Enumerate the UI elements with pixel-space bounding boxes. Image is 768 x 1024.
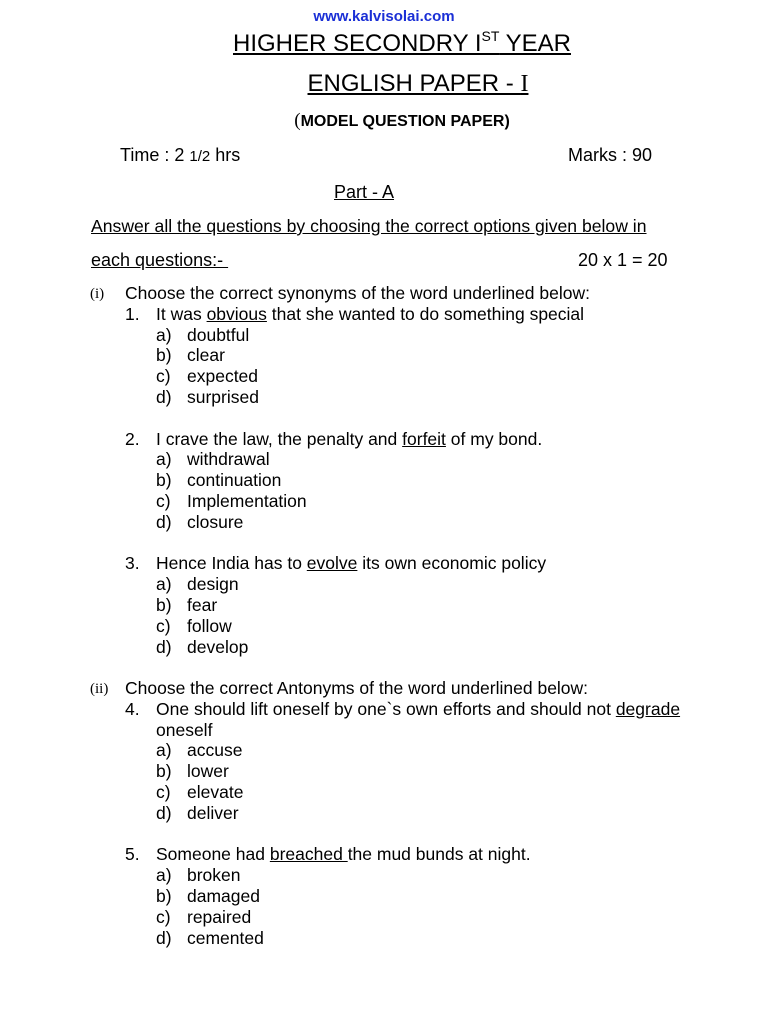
- question-text-part: that she wanted to do something special: [266, 303, 585, 324]
- paper-title: [0, 70, 768, 98]
- option-letter: c): [156, 491, 171, 511]
- time-label: Time : 2: [120, 145, 190, 165]
- option-text: damaged: [187, 886, 260, 906]
- website-url[interactable]: www.kalvisolai.com: [313, 8, 455, 25]
- option-text: accuse: [187, 740, 243, 761]
- title-end: YEAR: [499, 30, 571, 57]
- underlined-word: degrade: [615, 698, 681, 719]
- option-letter: b): [156, 886, 172, 906]
- option-text: design: [187, 574, 239, 595]
- option-text: lower: [187, 761, 229, 782]
- question-number: 5.: [125, 844, 140, 865]
- option-letter: d): [156, 387, 172, 407]
- question-text-part: Hence India has to: [156, 553, 307, 574]
- option-letter: a): [156, 324, 172, 345]
- option-letter: a): [156, 574, 172, 595]
- question-text: [156, 304, 584, 325]
- question-text-part: Someone had: [156, 844, 270, 865]
- option-text: surprised: [187, 387, 259, 407]
- marks: Marks : 90: [568, 145, 653, 165]
- part-label: Part - A: [334, 182, 395, 202]
- underlined-word: obvious: [206, 303, 267, 324]
- section-heading: Choose the correct synonyms of the word underlined below:: [125, 283, 590, 303]
- option-letter: c): [156, 782, 171, 802]
- section-heading: Choose the correct Antonyms of the word underlined below:: [125, 678, 589, 698]
- section-number: (i): [90, 286, 105, 302]
- question-text: [156, 553, 546, 574]
- paper-roman: I: [520, 71, 529, 97]
- question-text: [156, 844, 531, 865]
- option-letter: b): [156, 595, 172, 615]
- option-text: continuation: [187, 470, 282, 491]
- option-text: withdrawal: [187, 449, 270, 470]
- question-number: 3.: [125, 553, 140, 574]
- option-text: clear: [187, 345, 225, 366]
- option-letter: c): [156, 366, 171, 387]
- option-letter: d): [156, 636, 172, 657]
- option-letter: b): [156, 761, 172, 782]
- option-text: elevate: [187, 782, 244, 802]
- option-letter: a): [156, 449, 172, 470]
- instruction-line-1: Answer all the questions by choosing the correct options given below in: [91, 216, 647, 236]
- time-allowed: [120, 145, 240, 166]
- title-main: HIGHER SECONDRY I: [233, 30, 482, 57]
- paper-prefix: ENGLISH PAPER -: [307, 70, 521, 97]
- time-unit: hrs: [210, 145, 241, 165]
- option-letter: a): [156, 740, 172, 761]
- question-text-part: of my bond.: [445, 428, 543, 449]
- question-text: [156, 429, 542, 450]
- question-text-part: It was: [156, 303, 207, 324]
- document-title: [0, 28, 768, 58]
- question-number: 4.: [125, 698, 140, 719]
- underlined-word: evolve: [306, 553, 358, 574]
- question-text: [156, 699, 680, 720]
- title-superscript: ST: [481, 28, 500, 44]
- score-formula: 20 x 1 = 20: [578, 250, 668, 270]
- option-letter: d): [156, 511, 172, 532]
- time-fraction: 1/2: [189, 148, 211, 165]
- option-text: doubtful: [187, 324, 250, 345]
- model-text: MODEL QUESTION PAPER): [300, 113, 510, 130]
- option-text: expected: [187, 366, 259, 387]
- question-text-part: One should lift oneself by one`s own efforts and should not: [156, 698, 616, 719]
- question-text-part: I crave the law, the penalty and: [156, 428, 403, 449]
- underlined-word: breached: [269, 844, 348, 865]
- option-letter: c): [156, 906, 171, 927]
- model-label: [0, 110, 768, 132]
- option-text: broken: [187, 865, 241, 886]
- option-text: follow: [187, 615, 232, 636]
- option-letter: d): [156, 802, 172, 823]
- option-text: repaired: [187, 906, 252, 927]
- option-letter: c): [156, 615, 171, 636]
- option-text: develop: [187, 636, 249, 657]
- question-text-part: the mud bunds at night.: [347, 844, 531, 865]
- option-letter: d): [156, 927, 172, 948]
- option-letter: b): [156, 345, 172, 366]
- option-letter: a): [156, 865, 172, 886]
- model-paren: (: [294, 110, 301, 131]
- option-letter: b): [156, 470, 172, 491]
- underlined-word: forfeit: [402, 428, 446, 449]
- section-number: (ii): [90, 681, 109, 697]
- option-text: closure: [187, 511, 244, 532]
- question-text-continued: oneself: [156, 719, 213, 740]
- instruction-line-2: each questions:-: [91, 250, 229, 270]
- question-number: 1.: [125, 303, 140, 324]
- question-text-part: its own economic policy: [357, 553, 547, 574]
- option-text: Implementation: [187, 491, 307, 511]
- option-text: fear: [187, 595, 218, 615]
- option-text: deliver: [187, 802, 239, 823]
- question-number: 2.: [125, 428, 140, 449]
- option-text: cemented: [187, 927, 264, 948]
